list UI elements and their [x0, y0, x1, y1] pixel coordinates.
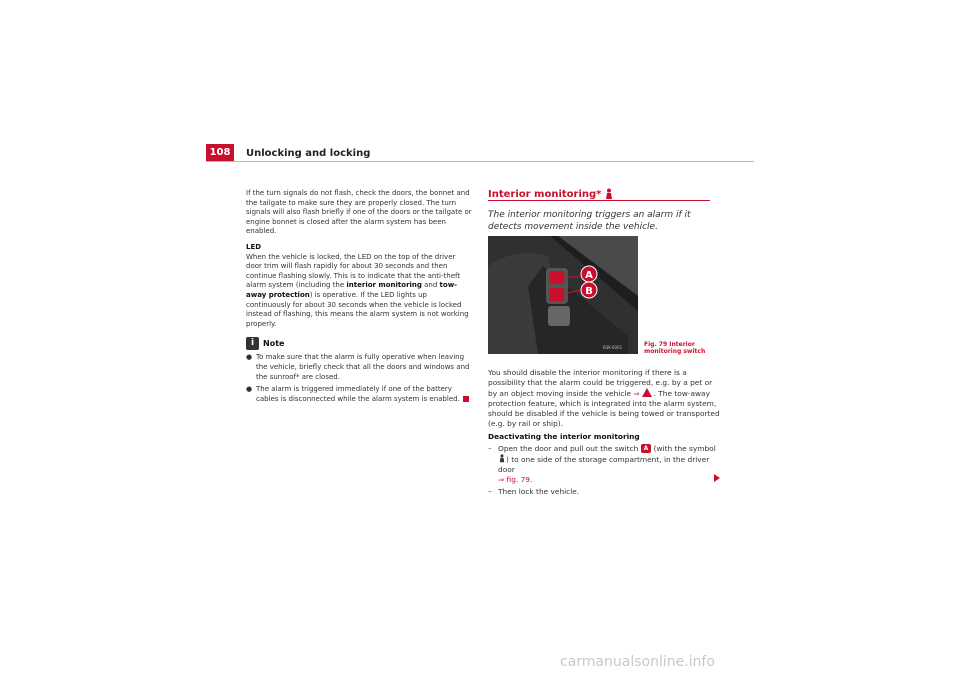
note-bullet [246, 385, 472, 404]
led-text-3: ) is operative. If the LED lights up continuously for about 30 seconds when the vehicle is locked instead of flashing, this means the alarm system is not working properly. [246, 290, 469, 328]
led-heading: LED [246, 242, 262, 251]
led-paragraph [246, 253, 472, 330]
step1-end: . [530, 475, 533, 484]
switch-figure [488, 236, 638, 354]
left-column [246, 189, 472, 404]
step-dash: – [488, 444, 492, 453]
disable-text-2: . The tow-away protection feature, which is integrated into the alarm system, should be disabled if the vehicle is being towed or transported (e.g. by rail or ship). [488, 389, 720, 428]
section-divider [488, 200, 710, 201]
bullet-icon: ● [246, 385, 253, 394]
header-divider [206, 161, 754, 162]
callout-a-label: A [585, 270, 593, 281]
watermark: carmanualsonline.info [560, 654, 715, 670]
step1-text-1: Open the door and pull out the switch [498, 444, 641, 453]
continue-arrow-icon[interactable] [714, 474, 720, 482]
section-title [488, 188, 614, 200]
step-dash: – [488, 487, 492, 496]
section-intro: The interior monitoring triggers an alarm if it detects movement inside the vehicle. [488, 210, 691, 232]
note-box [246, 337, 472, 404]
bullet-icon: ● [246, 353, 253, 362]
deactivate-heading: Deactivating the interior monitoring [488, 432, 640, 441]
page-number: 108 [206, 144, 234, 162]
note-bullet [246, 353, 472, 382]
end-of-section-icon [463, 396, 469, 402]
step1-text-3: ) to one side of the storage compartment, in the driver door [498, 455, 710, 474]
led-bold-interior-monitoring: interior monitoring [346, 281, 422, 290]
disable-text-1: You should disable the interior monitoring if there is a possibility that the alarm could be triggered, e.g. by a pet or by an object moving inside the vehicle [488, 368, 713, 398]
note-bullet-text-body: The alarm is triggered immediately if one of the battery cables is disconnected while the alarm system is enabled. [256, 385, 460, 403]
warning-triangle-icon [642, 388, 652, 397]
figure-reference-link[interactable]: ⇒ fig. 79 [498, 475, 530, 484]
right-column [488, 368, 722, 497]
note-icon: i [246, 337, 259, 350]
note-bullet-text: To make sure that the alarm is fully operative when leaving the vehicle, briefly check that all the doors and windows and the sunroof* are closed. [256, 353, 470, 381]
section-title-text: Interior monitoring* [488, 188, 602, 200]
callout-b-label: B [585, 286, 593, 297]
step-item [488, 444, 722, 485]
warning-link[interactable]: ⇒ [633, 389, 640, 398]
figure-caption: Fig. 79 Interior monitoring switch [644, 341, 706, 355]
running-header: Unlocking and locking [246, 148, 371, 159]
step-text: Then lock the vehicle. [498, 487, 580, 496]
note-header [246, 337, 472, 350]
note-bullet-text [256, 385, 472, 404]
step-item [488, 487, 722, 497]
switch-a-badge: A [641, 444, 652, 453]
figure-code: B3K-0061 [603, 345, 623, 350]
led-bold-tow-away: tow-away protection [246, 281, 458, 299]
interior-monitoring-icon [604, 188, 614, 200]
figure-callouts [488, 236, 638, 354]
led-text-2: and [421, 281, 440, 290]
step1-text-2: (with the symbol [651, 444, 716, 453]
led-text-1: When the vehicle is locked, the LED on the top of the driver door trim will flash rapidly for about 30 seconds and then continue flashing slowly. This is to indicate that the anti-theft alarm system (including the [246, 252, 461, 290]
interior-monitoring-symbol-icon [498, 454, 506, 463]
step-text [498, 444, 722, 485]
turn-signal-paragraph: If the turn signals do not flash, check the doors, the bonnet and the tailgate to make sure they are properly closed. The turn signals will also flash briefly if one of the doors or the tailgate or engine bonnet is closed after the alarm system has been enabled. [246, 189, 472, 236]
disable-paragraph [488, 368, 722, 429]
note-label: Note [263, 339, 285, 349]
